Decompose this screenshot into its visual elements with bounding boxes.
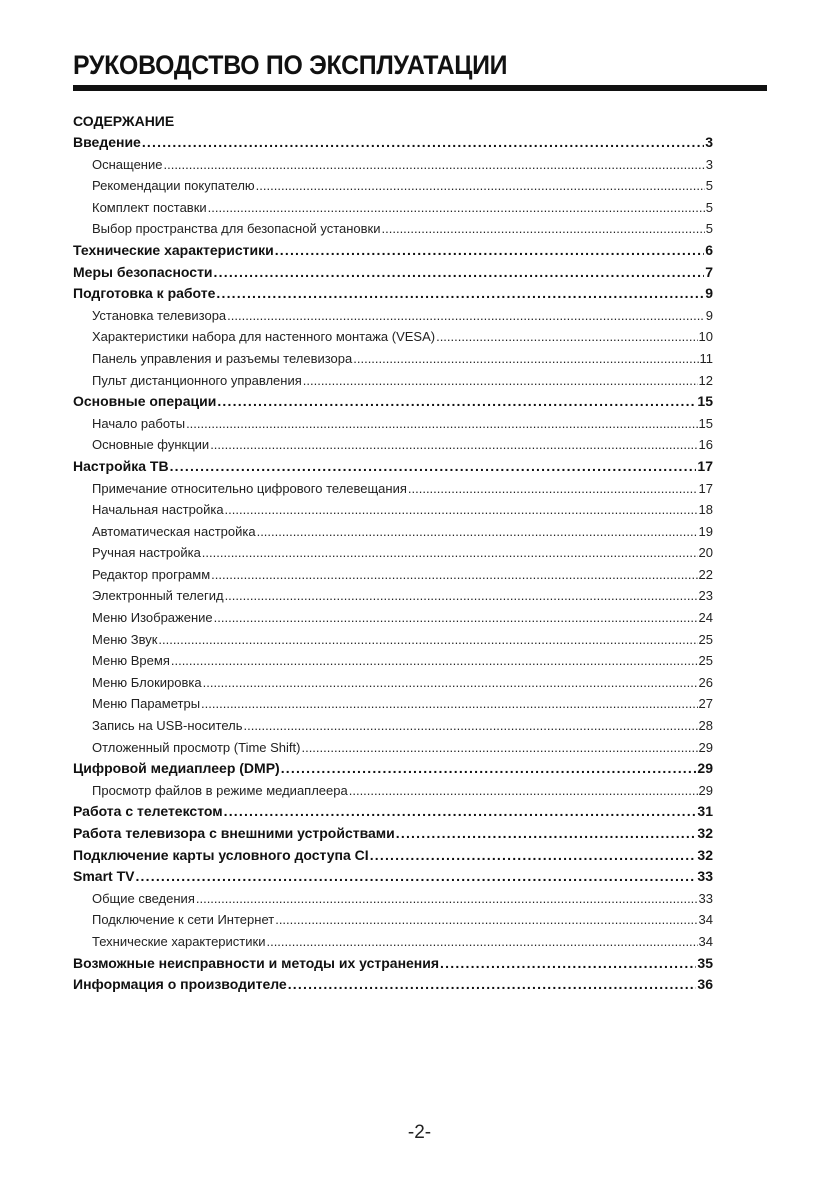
toc-entry-label: Комплект поставки <box>92 199 207 215</box>
toc-subsection-entry[interactable] <box>73 931 713 953</box>
toc-subsection-entry[interactable] <box>73 499 713 521</box>
toc-entry-page: 33 <box>697 868 713 885</box>
toc-entry-label: Электронный телегид <box>92 588 224 604</box>
toc-entry-page: 3 <box>705 134 713 150</box>
toc-section-entry[interactable] <box>73 845 713 867</box>
toc-subsection-entry[interactable] <box>73 715 713 737</box>
toc-dot-leader <box>224 801 697 823</box>
toc-entry-page: 15 <box>697 393 713 410</box>
toc-section-entry[interactable] <box>73 758 713 780</box>
toc-entry-page: 26 <box>698 674 713 690</box>
toc-subsection-entry[interactable] <box>73 737 713 759</box>
toc-entry-label: Характеристики набора для настенного монтажа (VESA) <box>92 329 436 345</box>
toc-entry-page: 11 <box>699 350 713 366</box>
toc-dot-leader <box>349 780 698 802</box>
table-of-contents <box>73 132 713 996</box>
toc-entry-label: Работа телевизора с внешними устройствами <box>73 825 395 841</box>
toc-dot-leader <box>214 262 705 284</box>
toc-heading: СОДЕРЖАНИЕ <box>73 113 175 129</box>
toc-entry-page: 9 <box>705 285 713 302</box>
toc-dot-leader <box>171 650 698 672</box>
page-title: РУКОВОДСТВО ПО ЭКСПЛУАТАЦИИ <box>73 50 508 80</box>
toc-entry-label: Рекомендации покупателю <box>92 178 255 194</box>
toc-dot-leader <box>203 672 698 694</box>
toc-entry-page: 23 <box>698 588 713 604</box>
toc-entry-label: Информация о производителе <box>73 976 287 993</box>
toc-entry-page: 17 <box>698 480 713 496</box>
toc-entry-page: 3 <box>705 156 713 172</box>
toc-dot-leader <box>408 478 698 500</box>
toc-entry-label: Технические характеристики <box>73 241 274 258</box>
toc-entry-label: Меню Параметры <box>92 696 201 712</box>
toc-dot-leader <box>370 845 697 867</box>
toc-entry-label: Отложенный просмотр (Time Shift) <box>92 739 301 755</box>
toc-dot-leader <box>303 370 698 392</box>
toc-section-entry[interactable] <box>73 240 713 262</box>
toc-subsection-entry[interactable] <box>73 175 713 197</box>
toc-entry-label: Начальная настройка <box>92 502 224 518</box>
toc-entry-label: Настройка ТВ <box>73 457 169 474</box>
toc-entry-label: Общие сведения <box>92 890 195 906</box>
toc-subsection-entry[interactable] <box>73 370 713 392</box>
toc-dot-leader <box>353 348 698 370</box>
toc-section-entry[interactable] <box>73 283 713 305</box>
toc-entry-label: Просмотр файлов в режиме медиаплеера <box>92 782 348 798</box>
toc-entry-label: Возможные неисправности и методы их устранения <box>73 954 440 971</box>
toc-entry-page: 20 <box>698 545 713 561</box>
toc-subsection-entry[interactable] <box>73 542 713 564</box>
toc-section-entry[interactable] <box>73 823 713 845</box>
toc-dot-leader <box>281 758 697 780</box>
toc-entry-page: 34 <box>698 933 713 949</box>
toc-dot-leader <box>158 629 697 651</box>
toc-dot-leader <box>301 737 697 759</box>
toc-dot-leader <box>227 305 705 327</box>
toc-entry-page: 31 <box>697 803 713 820</box>
toc-subsection-entry[interactable] <box>73 909 713 931</box>
toc-section-entry[interactable] <box>73 866 713 888</box>
toc-entry-label: Smart TV <box>73 868 135 885</box>
toc-dot-leader <box>186 413 697 435</box>
toc-entry-page: 18 <box>698 502 713 518</box>
toc-entry-page: 34 <box>698 912 713 928</box>
toc-entry-page: 19 <box>698 523 713 539</box>
toc-entry-label: Панель управления и разъемы телевизора <box>92 350 353 366</box>
toc-dot-leader <box>256 175 705 197</box>
toc-entry-page: 5 <box>705 178 713 194</box>
toc-dot-leader <box>217 391 696 413</box>
toc-entry-label: Меню Блокировка <box>92 674 202 690</box>
toc-dot-leader <box>211 564 697 586</box>
toc-subsection-entry[interactable] <box>73 154 713 176</box>
toc-entry-page: 35 <box>697 954 713 971</box>
toc-subsection-entry[interactable] <box>73 521 713 543</box>
toc-dot-leader <box>266 931 697 953</box>
toc-dot-leader <box>202 542 698 564</box>
toc-subsection-entry[interactable] <box>73 607 713 629</box>
toc-entry-label: Начало работы <box>92 415 186 431</box>
toc-dot-leader <box>275 240 705 262</box>
toc-dot-leader <box>257 521 698 543</box>
toc-entry-label: Автоматическая настройка <box>92 523 256 539</box>
toc-dot-leader <box>382 218 705 240</box>
toc-entry-page: 12 <box>698 372 713 388</box>
toc-entry-label: Введение <box>73 134 141 150</box>
toc-section-entry[interactable] <box>73 456 713 478</box>
toc-subsection-entry[interactable] <box>73 650 713 672</box>
toc-entry-page: 32 <box>697 825 713 841</box>
toc-entry-label: Подключение к сети Интернет <box>92 912 275 928</box>
toc-dot-leader <box>196 888 698 910</box>
toc-subsection-entry[interactable] <box>73 888 713 910</box>
toc-dot-leader <box>163 154 704 176</box>
toc-subsection-entry[interactable] <box>73 434 713 456</box>
toc-entry-page: 10 <box>698 329 713 345</box>
toc-dot-leader <box>170 456 697 478</box>
toc-dot-leader <box>142 132 704 154</box>
toc-subsection-entry[interactable] <box>73 693 713 715</box>
toc-entry-page: 25 <box>698 653 713 669</box>
toc-dot-leader <box>225 499 698 521</box>
toc-entry-label: Основные функции <box>92 437 210 453</box>
toc-dot-leader <box>216 283 704 305</box>
toc-dot-leader <box>243 715 697 737</box>
toc-dot-leader <box>214 607 698 629</box>
toc-entry-page: 29 <box>697 760 713 777</box>
toc-section-entry[interactable] <box>73 262 713 284</box>
toc-entry-page: 15 <box>698 415 713 431</box>
toc-entry-page: 28 <box>698 718 713 734</box>
toc-entry-label: Подключение карты условного доступа CI <box>73 846 369 863</box>
toc-entry-label: Установка телевизора <box>92 307 227 323</box>
toc-subsection-entry[interactable] <box>73 564 713 586</box>
toc-dot-leader <box>288 974 697 996</box>
toc-entry-page: 29 <box>698 739 713 755</box>
toc-subsection-entry[interactable] <box>73 305 713 327</box>
toc-entry-label: Примечание относительно цифрового телевещания <box>92 480 407 496</box>
toc-dot-leader <box>135 866 696 888</box>
toc-subsection-entry[interactable] <box>73 413 713 435</box>
toc-dot-leader <box>225 585 698 607</box>
toc-entry-page: 22 <box>698 566 713 582</box>
toc-entry-page: 5 <box>705 199 713 215</box>
toc-subsection-entry[interactable] <box>73 348 713 370</box>
toc-entry-label: Меню Звук <box>92 631 158 647</box>
toc-subsection-entry[interactable] <box>73 780 713 802</box>
toc-entry-label: Оснащение <box>92 156 163 172</box>
toc-subsection-entry[interactable] <box>73 326 713 348</box>
toc-section-entry[interactable] <box>73 953 713 975</box>
toc-dot-leader <box>396 823 697 845</box>
toc-entry-page: 33 <box>698 890 713 906</box>
toc-dot-leader <box>201 693 697 715</box>
toc-section-entry[interactable] <box>73 391 713 413</box>
toc-subsection-entry[interactable] <box>73 672 713 694</box>
toc-entry-label: Меню Время <box>92 653 170 669</box>
toc-entry-label: Редактор программ <box>92 566 211 582</box>
toc-entry-page: 5 <box>705 221 713 237</box>
toc-dot-leader <box>210 434 697 456</box>
toc-entry-page: 32 <box>697 846 713 863</box>
toc-subsection-entry[interactable] <box>73 629 713 651</box>
toc-subsection-entry[interactable] <box>73 478 713 500</box>
toc-entry-page: 16 <box>698 437 713 453</box>
toc-dot-leader <box>208 197 705 219</box>
toc-entry-label: Ручная настройка <box>92 545 201 561</box>
toc-entry-label: Основные операции <box>73 393 217 410</box>
title-rule <box>73 85 767 91</box>
toc-entry-page: 9 <box>705 307 713 323</box>
toc-entry-label: Работа с телетекстом <box>73 803 223 820</box>
toc-entry-page: 36 <box>697 976 713 993</box>
toc-entry-label: Выбор пространства для безопасной установки <box>92 221 381 237</box>
toc-entry-label: Меню Изображение <box>92 610 213 626</box>
toc-section-entry[interactable] <box>73 974 713 996</box>
toc-entry-label: Технические характеристики <box>92 933 266 949</box>
toc-dot-leader <box>436 326 697 348</box>
toc-dot-leader <box>275 909 697 931</box>
toc-subsection-entry[interactable] <box>73 585 713 607</box>
toc-subsection-entry[interactable] <box>73 197 713 219</box>
toc-dot-leader <box>440 953 696 975</box>
toc-entry-page: 27 <box>698 696 713 712</box>
toc-entry-page: 7 <box>705 263 713 280</box>
toc-section-entry[interactable] <box>73 132 713 154</box>
page-number: -2- <box>407 1122 432 1143</box>
toc-entry-page: 29 <box>698 782 713 798</box>
toc-subsection-entry[interactable] <box>73 218 713 240</box>
toc-entry-label: Запись на USB-носитель <box>92 718 243 734</box>
toc-entry-page: 24 <box>698 610 713 626</box>
toc-entry-page: 25 <box>698 631 713 647</box>
toc-section-entry[interactable] <box>73 801 713 823</box>
toc-entry-label: Меры безопасности <box>73 263 213 280</box>
toc-entry-page: 17 <box>697 457 713 474</box>
toc-entry-label: Пульт дистанционного управления <box>92 372 302 388</box>
toc-entry-label: Цифровой медиаплеер (DMP) <box>73 760 280 777</box>
toc-entry-label: Подготовка к работе <box>73 285 216 302</box>
toc-entry-page: 6 <box>705 241 713 258</box>
